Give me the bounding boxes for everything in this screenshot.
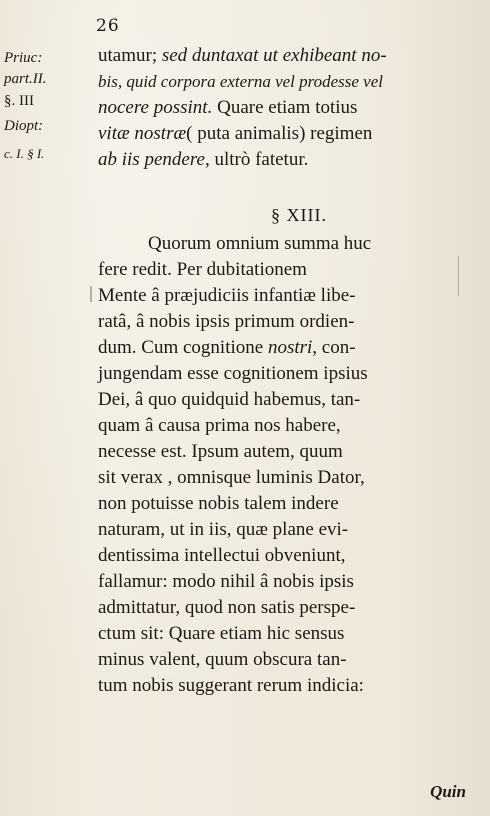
- text-line: naturam, ut in iis, quæ plane evi-: [98, 519, 349, 540]
- text-line: fallamur: modo nihil â nobis ipsis: [98, 571, 354, 592]
- margin-note: Priuc:: [4, 50, 43, 66]
- text-line: bis, quid corpora externa vel prodesse vel: [98, 72, 383, 91]
- text-line: fere redit. Per dubitationem: [98, 259, 307, 280]
- text-line: quam â causa prima nos habere,: [98, 415, 341, 436]
- margin-note: part.II.: [4, 71, 47, 87]
- catchword: Quin: [430, 782, 466, 801]
- page-number: 26: [96, 16, 120, 36]
- text-line: minus valent, quum obscura tan-: [98, 649, 347, 670]
- text-line: utamur; sed duntaxat ut exhibeant no-: [98, 45, 387, 66]
- text-line: non potuisse nobis talem indere: [98, 493, 339, 514]
- text-line: sit verax , omnisque luminis Dator,: [98, 467, 365, 488]
- text-line: ab iis pendere, ultrò fatetur.: [98, 149, 309, 170]
- text-line: dum. Cum cognitione nostri, con-: [98, 337, 356, 358]
- text-line: Dei, â quo quidquid habemus, tan-: [98, 389, 361, 410]
- margin-note: Diopt:: [4, 118, 44, 134]
- text-line: ratâ, â nobis ipsis primum ordien-: [98, 311, 355, 332]
- print-mark: [458, 256, 459, 296]
- text-line: vitæ nostræ( puta animalis) regimen: [98, 123, 373, 144]
- text-line: jungendam esse cognitionem ipsius: [98, 363, 368, 384]
- text-line: necesse est. Ipsum autem, quum: [98, 441, 343, 462]
- text-line: Quorum omnium summa huc: [148, 233, 372, 254]
- text-line: admittatur, quod non satis perspe-: [98, 597, 356, 618]
- text-line: ctum sit: Quare etiam hic sensus: [98, 623, 345, 644]
- section-heading: § XIII.: [271, 205, 327, 225]
- margin-note: §. III: [4, 93, 34, 109]
- text-line: nocere possint. Quare etiam totius: [98, 97, 358, 118]
- print-mark: [90, 286, 92, 302]
- text-line: dentissima intellectui obveniunt,: [98, 545, 346, 566]
- margin-note: c. I. § I.: [4, 146, 45, 161]
- text-line: Mente â præjudiciis infantiæ libe-: [98, 285, 356, 306]
- text-line: tum nobis suggerant rerum indicia:: [98, 675, 364, 696]
